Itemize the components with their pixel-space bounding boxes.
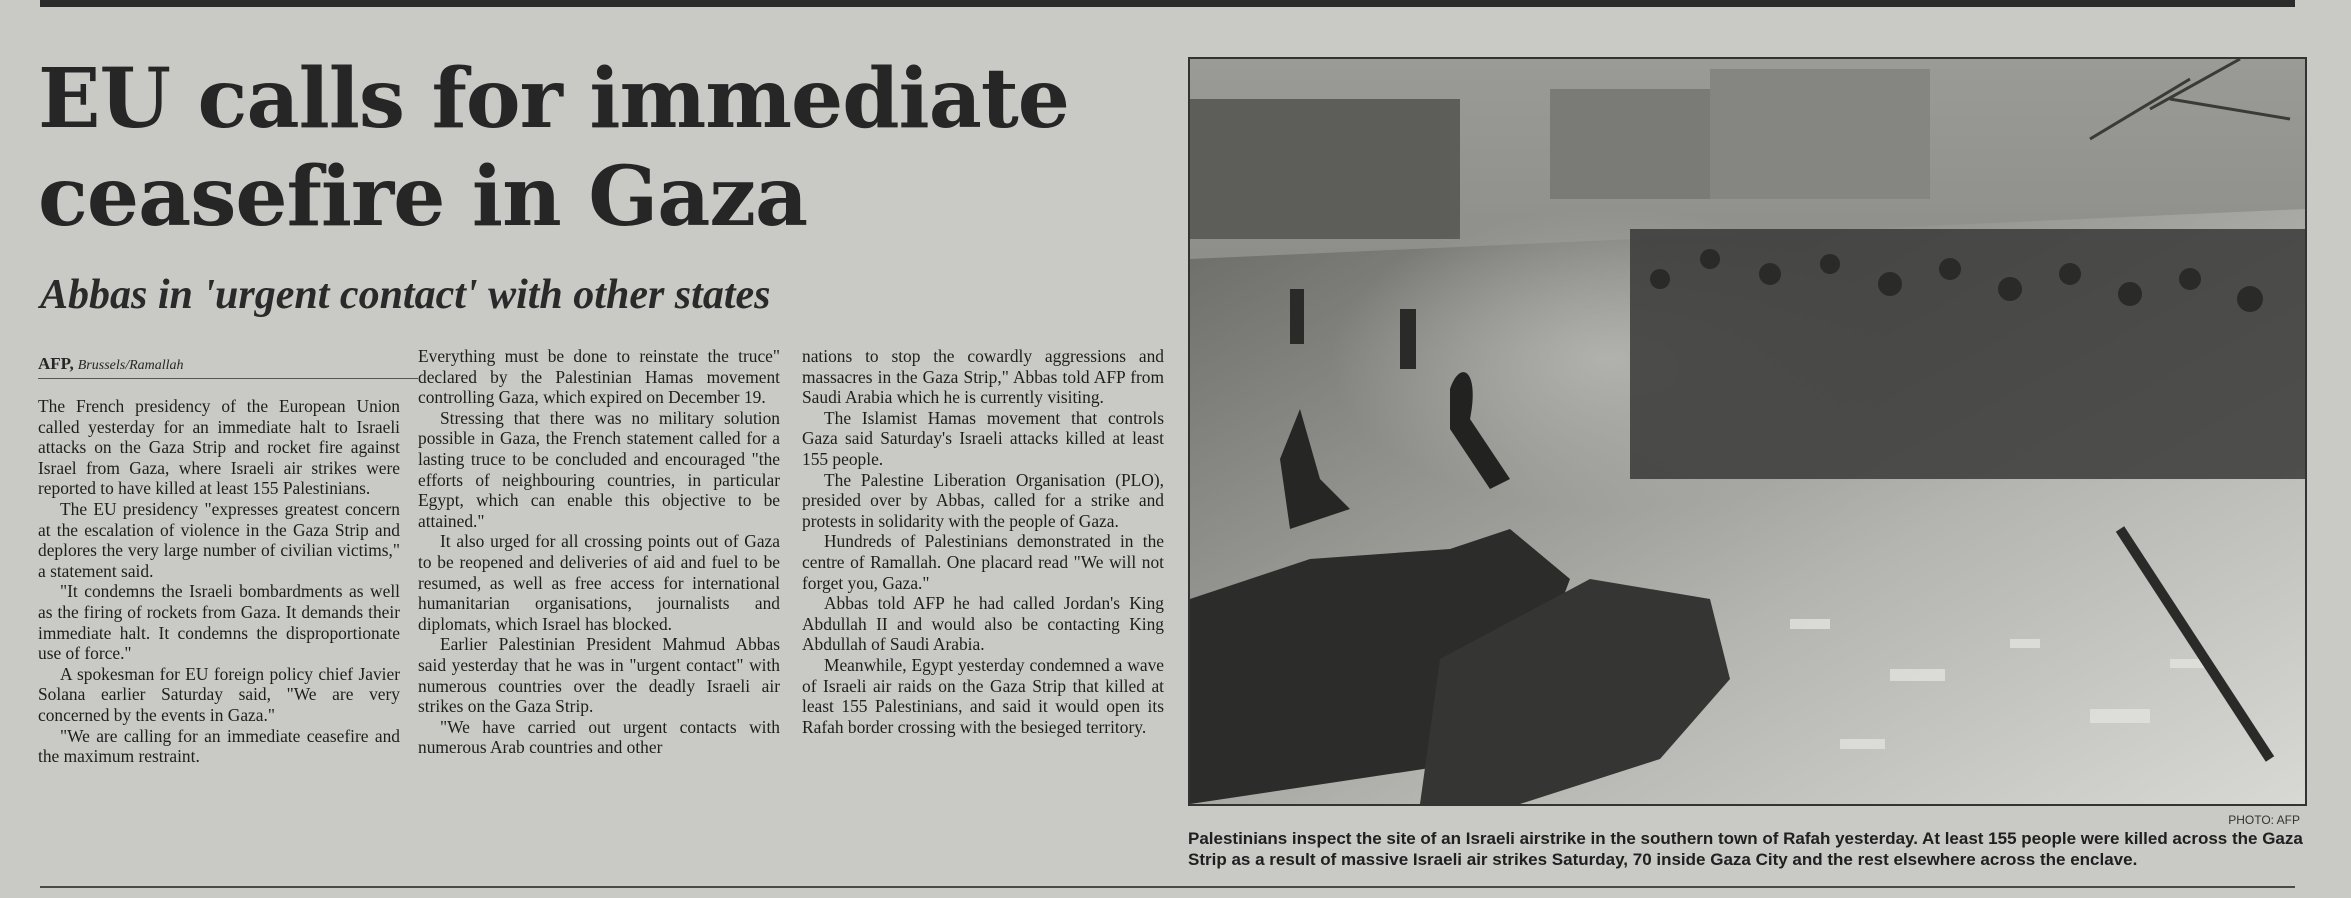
paragraph: "We are calling for an immediate ceasefire and the maximum restraint.: [38, 725, 400, 767]
photo-caption: Palestinians inspect the site of an Israeli airstrike in the southern town of Rafah yesterday. At least 155 people were killed across the Gaza Strip as a result of massive Israeli air strikes Saturday, 70 inside Gaza City and the rest elsewhere across the enclave.: [1188, 829, 2303, 869]
top-rule: [40, 0, 2295, 7]
paragraph: "It condemns the Israeli bombardments as well as the firing of rockets from Gaza. It demands their immediate halt. It condemns the disproportionate use of force.": [38, 581, 400, 664]
paragraph: Abbas told AFP he had called Jordan's King Abdullah II and would also be contacting King Abdullah of Saudi Arabia.: [802, 593, 1164, 655]
paragraph: "We have carried out urgent contacts with numerous Arab countries and other: [418, 716, 780, 758]
paragraph: The Islamist Hamas movement that controls Gaza said Saturday's Israeli attacks killed at least 155 people.: [802, 407, 1164, 469]
paragraph: nations to stop the cowardly aggressions and massacres in the Gaza Strip," Abbas told AFP from Saudi Arabia which he is currently visiting.: [802, 346, 1164, 408]
building-mid: [1550, 89, 1720, 199]
crowd: [1630, 229, 2305, 479]
bottom-rule: [40, 886, 2295, 888]
byline: [38, 354, 418, 379]
paragraph: The EU presidency "expresses greatest concern at the escalation of violence in the Gaza Strip and deplores the very large number of civilian victims," a statement said.: [38, 498, 400, 581]
paragraph: The Palestine Liberation Organisation (PLO), presided over by Abbas, called for a strike and protests in solidarity with the people of Gaza.: [802, 469, 1164, 531]
paragraph: Everything must be done to reinstate the truce" declared by the Palestinian Hamas movement controlling Gaza, which expired on December 19.: [418, 346, 780, 408]
article-column-1: [38, 396, 400, 767]
building-back: [1710, 69, 1930, 199]
paragraph: Meanwhile, Egypt yesterday condemned a wave of Israeli air raids on the Gaza Strip that killed at least 155 Palestinians, and said it would open its Rafah border crossing with the besieged territory.: [802, 654, 1164, 737]
paragraph: Stressing that there was no military solution possible in Gaza, the French statement called for a lasting truce to be concluded and encouraged "the efforts of neighbouring countries, in particular Egypt, which can enable this objective to be attained.": [418, 407, 780, 531]
byline-agency: AFP,: [38, 354, 74, 373]
byline-dateline: Brussels/Ramallah: [77, 358, 184, 373]
building-left: [1190, 99, 1460, 239]
paragraph: Hundreds of Palestinians demonstrated in the centre of Ramallah. One placard read "We will not forget you, Gaza.": [802, 531, 1164, 593]
paragraph: It also urged for all crossing points out of Gaza to be reopened and deliveries of aid and fuel to be resumed, as well as free access for international humanitarian organisations, journalists and diplomats, which Israel has blocked.: [418, 531, 780, 634]
photo-scene: [1190, 59, 2305, 804]
news-photo: [1188, 57, 2307, 806]
photo-credit: PHOTO: AFP: [2228, 813, 2300, 827]
article-column-2: [418, 346, 780, 758]
subheadline: Abbas in 'urgent contact' with other states: [40, 272, 771, 318]
paragraph: Earlier Palestinian President Mahmud Abbas said yesterday that he was in "urgent contact" with numerous countries over the deadly Israeli air strikes on the Gaza Strip.: [418, 634, 780, 717]
paragraph: A spokesman for EU foreign policy chief Javier Solana earlier Saturday said, "We are very concerned by the events in Gaza.": [38, 663, 400, 725]
headline: EU calls for immediate ceasefire in Gaza: [38, 51, 1069, 245]
paragraph: The French presidency of the European Union called yesterday for an immediate halt to Israeli attacks on the Gaza Strip and rocket fire against Israel from Gaza, where Israeli air strikes were reported to have killed at least 155 Palestinians.: [38, 396, 400, 499]
article-column-3: [802, 346, 1164, 737]
